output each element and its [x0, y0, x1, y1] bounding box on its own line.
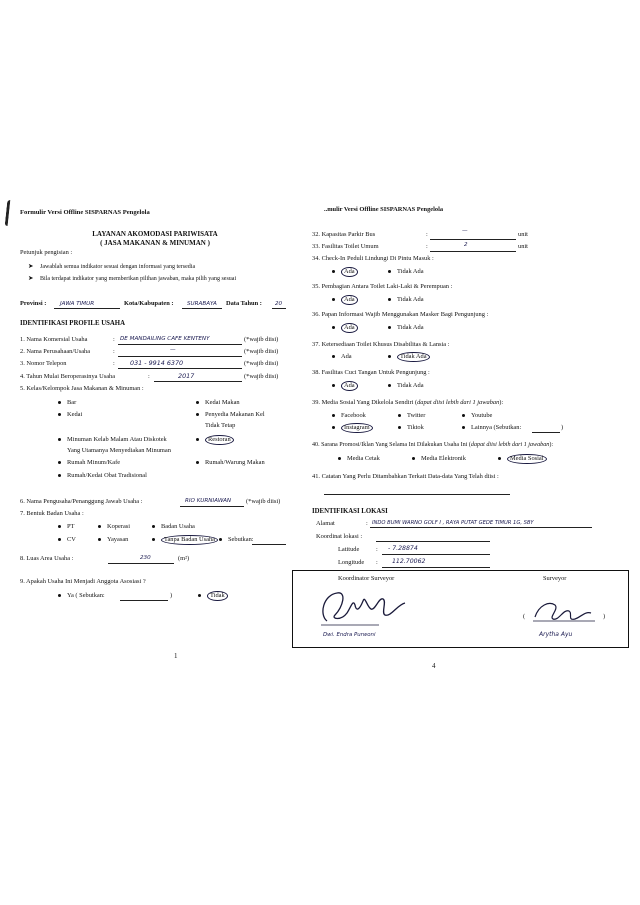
- q4-label: 4. Tahun Mulai Beroperasinya Usaha: [20, 373, 116, 380]
- latitude-value[interactable]: - 7.28874: [388, 545, 418, 552]
- option-penyedia-line2: Tidak Tetap: [205, 422, 236, 429]
- latitude-label: Latitude: [338, 546, 360, 553]
- q36-tidak-ada[interactable]: Tidak Ada: [388, 324, 424, 332]
- surveyor-signature: [529, 597, 599, 627]
- section-profile: IDENTIFIKASI PROFILE USAHA: [20, 320, 125, 327]
- selected-oval: Tanpa Badan Usaha: [161, 535, 218, 545]
- option-penyedia[interactable]: Penyedia Makanan Kel: [196, 411, 265, 419]
- q5-label: 5. Kelas/Kelompok Jasa Makanan & Minuman :: [20, 385, 144, 392]
- q7-label: 7. Bentuk Badan Usaha :: [20, 510, 84, 517]
- q35-tidak-ada[interactable]: Tidak Ada: [388, 296, 424, 304]
- option-facebook[interactable]: Facebook: [332, 412, 366, 420]
- q36-label: 36. Papan Informasi Wajib Menggunakan Masker Bagi Pengunjung :: [312, 311, 489, 318]
- page-right: ..mulir Versi Offline SISPARNAS Pengelola 32. Kapasitas Parkir Bus : — unit 33. Fasilitas Toilet Umum : 2 unit 34. Check-In Peduli Lindungi Di Pintu Masuk : Ada Tidak Ada 35. Pembagian Antara Toilet Laki-Laki & Perempuan : Ada Tidak Ada 36. Papan Informasi Wajib Menggunakan Masker Bagi Pengunjung : Ada Tidak Ada 37. Ketersediaan Toilet Khusus Disabilitas & Lansia : Ada Tidak Ada 38. Fasilitas Cuci Tangan Untuk Pengunjung : Ada Tidak Ada 39. Media Sosial Yang Dikelola Sendiri (dapat diisi lebih dari 1 jawaban): Facebook Twitter Youtube Instagram Tiktok Lainnya (Sebutkan: ) 40. Sarana Promosi/Iklan Yang Selama Ini Dilakukan Usaha Ini (dapat diisi lebih dari 1 jawaban): Media Cetak Media Elektronik Media Sosial 41. Catatan Yang Perlu Ditambahkan Terkait Data-data Yang Telah diisi : IDENTIFIKASI LOKASI Alamat : INDO BUMI WARNO GOLF I , RAYA PUTAT GEDE TIMUR 1G, SBY Koordinat lokasi : Latitude : - 7.28874 Longitude : 112.70062 4: [302, 196, 640, 678]
- q34-tidak-ada[interactable]: Tidak Ada: [388, 268, 424, 276]
- required-note: (*wajib diisi): [244, 373, 279, 380]
- q32-value[interactable]: —: [462, 228, 468, 234]
- option-tanpa-badan[interactable]: [152, 535, 218, 545]
- province-value[interactable]: JAWA TIMUR: [60, 301, 95, 307]
- form-header-right: ..mulir Versi Offline SISPARNAS Pengelola: [324, 206, 444, 213]
- section-location: IDENTIFIKASI LOKASI: [312, 508, 388, 515]
- city-value[interactable]: SURABAYA: [187, 301, 217, 307]
- required-note: (*wajib diisi): [244, 360, 279, 367]
- q8-label: 8. Luas Area Usaha :: [20, 555, 74, 562]
- option-media-elektronik[interactable]: Media Elektronik: [412, 455, 466, 463]
- option-restoran[interactable]: [196, 435, 234, 445]
- coordinator-name: Dwi. Endra Purwoni: [323, 632, 376, 638]
- province-line: [54, 308, 120, 309]
- option-media-sosial[interactable]: [498, 454, 547, 464]
- city-line: [182, 308, 222, 309]
- required-note: (*wajib diisi): [244, 348, 279, 355]
- instruction-2: Bila terdapat indikator yang memberikan pilihan jawaban, maka pilih yang sesuai: [40, 276, 237, 282]
- selected-oval: Ada: [341, 323, 358, 333]
- address-value[interactable]: INDO BUMI WARNO GOLF I , RAYA PUTAT GEDE TIMUR 1G, SBY: [372, 520, 534, 526]
- longitude-value[interactable]: 112.70062: [392, 558, 426, 565]
- surveyor-name: Arytha Ayu: [539, 631, 573, 638]
- q1-value[interactable]: DE MANDAILING CAFE KENTENY: [120, 336, 210, 342]
- q32-label: 32. Kapasitas Parkir Bus: [312, 231, 376, 238]
- instruction-1: Jawablah semua indikator sesuai dengan informasi yang tersedia: [40, 264, 196, 270]
- selected-oval: Ada: [341, 381, 358, 391]
- instruction-arrow-icon: ➤: [28, 263, 34, 270]
- required-note: (*wajib diisi): [246, 498, 281, 505]
- q1-label: 1. Nama Komersial Usaha: [20, 336, 88, 343]
- scan-binding-mark: [5, 200, 17, 226]
- q2-label: 2. Nama Perusahaan/Usaha: [20, 348, 91, 355]
- option-bar[interactable]: Bar: [58, 399, 76, 407]
- option-koperasi[interactable]: Koperasi: [98, 523, 130, 531]
- q38-ada[interactable]: [332, 381, 358, 391]
- q38-tidak-ada[interactable]: Tidak Ada: [388, 382, 424, 390]
- option-kedai-makan[interactable]: Kedai Makan: [196, 399, 240, 407]
- option-pt[interactable]: PT: [58, 523, 74, 531]
- selected-oval: Tidak Ada: [397, 352, 430, 362]
- option-kafe[interactable]: Rumah Minum/Kafe: [58, 459, 120, 467]
- option-instagram[interactable]: [332, 423, 373, 433]
- page-number: 1: [174, 652, 178, 660]
- instruction-arrow-icon: ➤: [28, 275, 34, 282]
- q4-value[interactable]: 2017: [178, 372, 195, 380]
- option-lainnya[interactable]: Lainnya (Sebutkan:: [462, 424, 521, 432]
- instructions-heading: Petunjuk pengisian :: [20, 249, 73, 256]
- unit-label: unit: [518, 243, 528, 250]
- q37-tidak-ada[interactable]: [388, 352, 430, 362]
- unit-label: unit: [518, 231, 528, 238]
- option-twitter[interactable]: Twitter: [398, 412, 425, 420]
- longitude-label: Longitude: [338, 559, 365, 566]
- selected-oval: Restoran: [205, 435, 234, 445]
- q6-label: 6. Nama Pengusaha/Penanggung Jawab Usaha :: [20, 498, 143, 505]
- q34-ada[interactable]: [332, 267, 358, 277]
- option-warung[interactable]: Rumah/Warung Makan: [196, 459, 265, 467]
- q9-label: 9. Apakah Usaha Ini Menjadi Anggota Asosiasi ?: [20, 578, 146, 585]
- option-nightclub[interactable]: Minuman Kelab Malam Atau Diskotek: [58, 436, 167, 444]
- option-badan-usaha[interactable]: Badan Usaha: [152, 523, 195, 531]
- q33-label: 33. Fasilitas Toilet Umum: [312, 243, 379, 250]
- required-note: (*wajib diisi): [244, 336, 279, 343]
- q33-value[interactable]: 2: [464, 242, 468, 248]
- option-youtube[interactable]: Youtube: [462, 412, 492, 420]
- selected-oval: Instagram: [341, 423, 373, 433]
- coordinator-label: Koordinator Surveyor: [338, 575, 395, 582]
- option-media-cetak[interactable]: Media Cetak: [338, 455, 380, 463]
- selected-oval: Tidak: [207, 591, 228, 601]
- selected-oval: Ada: [341, 295, 358, 305]
- option-obat[interactable]: Rumah/Kedai Obat Tradisional: [58, 472, 147, 480]
- option-cv[interactable]: CV: [58, 536, 76, 544]
- option-tidak[interactable]: [198, 591, 228, 601]
- page-left: Formulir Versi Offline SISPARNAS Pengelola LAYANAN AKOMODASI PARIWISATA ( JASA MAKANAN & MINUMAN ) Petunjuk pengisian : ➤ Jawablah semua indikator sesuai dengan informasi yang tersedia ➤ Bila terdapat indikator yang memberikan pilihan jawaban, maka pilih yang sesuai Provinsi : JAWA TIMUR Kota/Kabupaten : SURABAYA Data Tahun : 20 IDENTIFIKASI PROFILE USAHA 1. Nama Komersial Usaha : DE MANDAILING CAFE KENTENY (*wajib diisi) 2. Nama Perusahaan/Usaha : — (*wajib diisi) 3. Nomor Telepon : 031 - 9914 6370 (*wajib diisi) 4. Tahun Mulai Beroperasinya Usaha : 2017 (*wajib diisi) 5. Kelas/Kelompok Jasa Makanan & Minuman : Bar Kedai Minuman Kelab Malam Atau Diskotek Yang Utamanya Menyediakan Minuman Rumah Minum/Kafe Rumah/Kedai Obat Tradisional Kedai Makan Penyedia Makanan Kel Tidak Tetap Restoran Rumah/Warung Makan 6. Nama Pengusaha/Penanggung Jawab Usaha : RIO KURNIAWAN (*wajib diisi) 7. Bentuk Badan Usaha : PT Koperasi Badan Usaha CV Yayasan Tanpa Badan Usaha Sebutkan: 8. Luas Area Usaha : 230 (m²) 9. Apakah Usaha Ini Menjadi Anggota Asosiasi ? Ya ( Sebutkan: ) Tidak 1: [0, 196, 302, 678]
- q34-label: 34. Check-In Peduli Lindungi Di Pintu Masuk :: [312, 255, 434, 262]
- option-nightclub-line2: Yang Utamanya Menyediakan Minuman: [67, 447, 171, 454]
- option-sebutkan[interactable]: Sebutkan:: [219, 536, 254, 544]
- selected-oval: Media Sosial: [507, 454, 547, 464]
- option-yayasan[interactable]: Yayasan: [98, 536, 128, 544]
- q6-value[interactable]: RIO KURNIAWAN: [185, 498, 232, 504]
- q3-value[interactable]: 031 - 9914 6370: [130, 359, 184, 367]
- address-label: Alamat: [316, 520, 335, 527]
- province-label: Provinsi :: [20, 300, 47, 307]
- q38-label: 38. Fasilitas Cuci Tangan Untuk Pengunjung :: [312, 369, 430, 376]
- q8-unit: (m²): [178, 555, 190, 562]
- form-subtitle: ( JASA MAKANAN & MINUMAN ): [100, 239, 210, 247]
- coordinator-signature: [313, 585, 413, 629]
- selected-oval: Ada: [341, 267, 358, 277]
- q8-value[interactable]: 230: [140, 555, 151, 561]
- q41-answer-line[interactable]: [324, 494, 510, 495]
- q41-label: 41. Catatan Yang Perlu Ditambahkan Terkait Data-data Yang Telah diisi :: [312, 473, 499, 480]
- scanned-sheet: [0, 196, 640, 678]
- option-tiktok[interactable]: Tiktok: [398, 424, 424, 432]
- q39-label: 39. Media Sosial Yang Dikelola Sendiri (dapat diisi lebih dari 1 jawaban):: [312, 399, 504, 406]
- surveyor-label: Surveyor: [543, 575, 567, 582]
- year-label: Data Tahun :: [226, 300, 262, 307]
- option-kedai[interactable]: Kedai: [58, 411, 82, 419]
- form-header: Formulir Versi Offline SISPARNAS Pengelola: [20, 209, 150, 216]
- year-value[interactable]: 20: [275, 301, 283, 307]
- signature-box: Koordinator Surveyor Surveyor Dwi. Endra Purwoni ( ) Arytha Ayu: [292, 570, 629, 648]
- page-number: 4: [432, 662, 436, 670]
- q2-value[interactable]: —: [170, 347, 176, 353]
- q36-ada[interactable]: [332, 323, 358, 333]
- q40-label: 40. Sarana Promosi/Iklan Yang Selama Ini Dilakukan Usaha Ini (dapat diisi lebih dari 1 jawaban):: [312, 442, 554, 448]
- q35-label: 35. Pembagian Antara Toilet Laki-Laki & Perempuan :: [312, 283, 453, 290]
- q37-ada[interactable]: Ada: [332, 353, 352, 361]
- q3-label: 3. Nomor Telepon: [20, 360, 67, 367]
- q35-ada[interactable]: [332, 295, 358, 305]
- city-label: Kota/Kabupaten :: [124, 300, 174, 307]
- form-title: LAYANAN AKOMODASI PARIWISATA: [92, 230, 218, 238]
- year-line: [272, 308, 286, 309]
- option-ya[interactable]: Ya ( Sebutkan:: [58, 592, 105, 600]
- q37-label: 37. Ketersediaan Toilet Khusus Disabilitas & Lansia :: [312, 341, 450, 348]
- coordinates-label: Koordinat lokasi :: [316, 533, 363, 540]
